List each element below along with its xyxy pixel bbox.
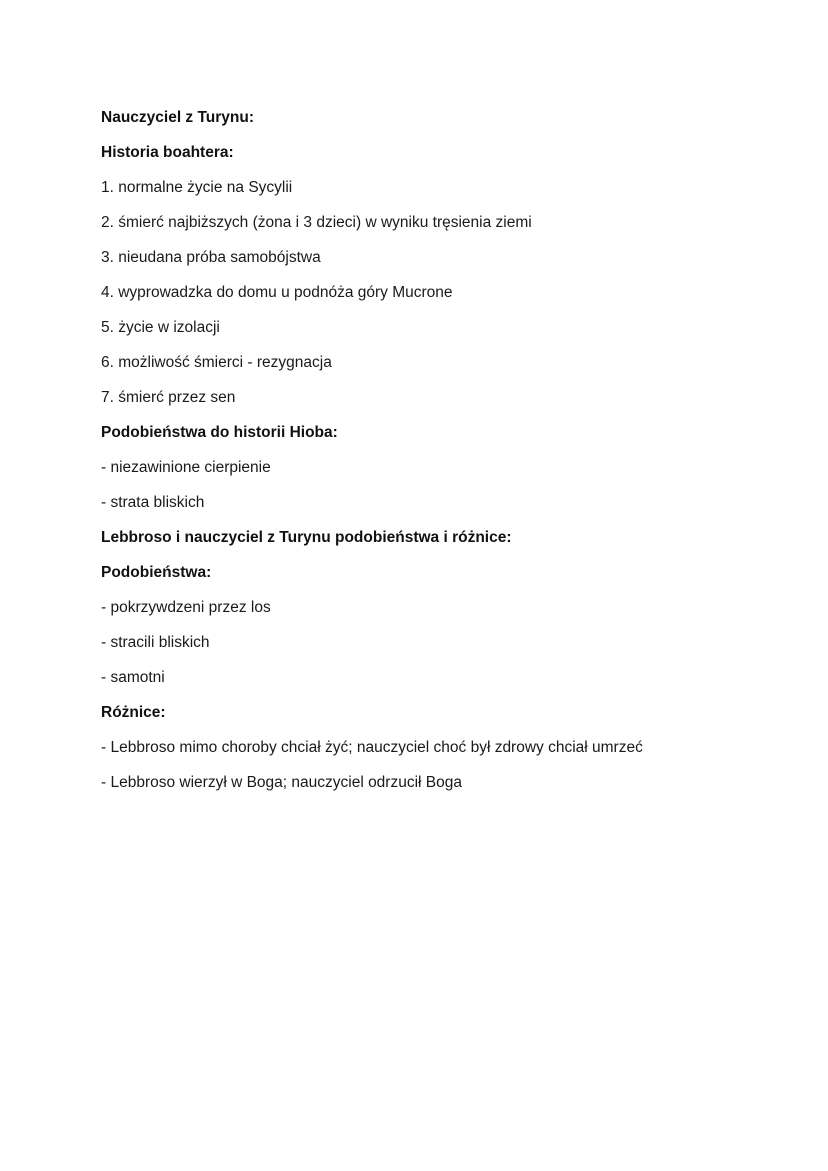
list-item: 2. śmierć najbiższych (żona i 3 dzieci) w wyniku tręsienia ziemi bbox=[101, 214, 532, 231]
list-item: - strata bliskich bbox=[101, 494, 205, 511]
list-item: - niezawinione cierpienie bbox=[101, 459, 271, 476]
heading-nauczyciel: Nauczyciel z Turynu: bbox=[101, 109, 255, 126]
heading-lebbroso: Lebbroso i nauczyciel z Turynu podobieństwa i różnice: bbox=[101, 529, 512, 546]
list-item: 6. możliwość śmierci - rezygnacja bbox=[101, 354, 332, 371]
document-body bbox=[101, 100, 801, 800]
list-item: - pokrzywdzeni przez los bbox=[101, 599, 271, 616]
list-item: 4. wyprowadzka do domu u podnóża góry Mucrone bbox=[101, 284, 453, 301]
list-item: 1. normalne życie na Sycylii bbox=[101, 179, 293, 196]
heading-historia: Historia boahtera: bbox=[101, 144, 234, 161]
heading-podobienstwa: Podobieństwa: bbox=[101, 564, 212, 581]
list-item: 3. nieudana próba samobójstwa bbox=[101, 249, 321, 266]
list-item: - Lebbroso wierzył w Boga; nauczyciel odrzucił Boga bbox=[101, 774, 462, 791]
list-item: - samotni bbox=[101, 669, 165, 686]
heading-podobienstwa-hioba: Podobieństwa do historii Hioba: bbox=[101, 424, 338, 441]
list-item: - Lebbroso mimo choroby chciał żyć; nauczyciel choć był zdrowy chciał umrzeć bbox=[101, 739, 643, 756]
list-item: 5. życie w izolacji bbox=[101, 319, 220, 336]
list-item: - stracili bliskich bbox=[101, 634, 210, 651]
list-item: 7. śmierć przez sen bbox=[101, 389, 236, 406]
heading-roznice: Różnice: bbox=[101, 704, 166, 721]
